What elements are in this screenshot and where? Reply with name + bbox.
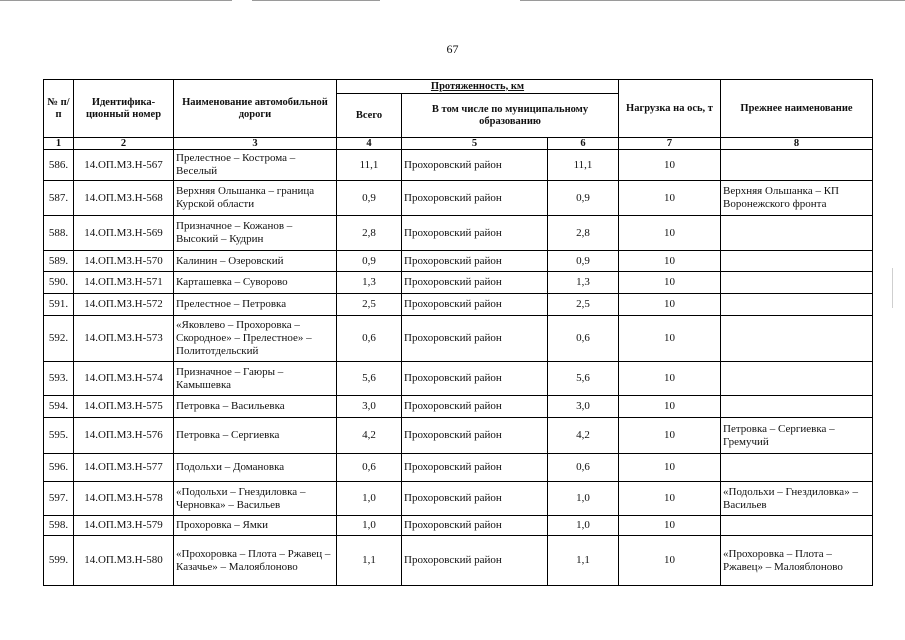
row-district-length: 1,1 [548,536,619,586]
row-district-length: 1,0 [548,482,619,516]
row-district: Прохоровский район [402,482,548,516]
column-number: 3 [174,138,337,150]
row-district: Прохоровский район [402,251,548,272]
row-number: 598. [44,516,74,536]
row-previous-name [721,150,873,181]
column-number: 4 [337,138,402,150]
header-total: Всего [337,94,402,138]
row-district: Прохоровский район [402,536,548,586]
row-district-length: 3,0 [548,396,619,418]
header-identifier: Идентифика-ционный номер [74,80,174,138]
row-district: Прохоровский район [402,396,548,418]
column-number: 7 [619,138,721,150]
table-row [44,272,873,294]
table-row [44,418,873,454]
row-axle-load: 10 [619,181,721,216]
row-district: Прохоровский район [402,294,548,316]
column-number: 8 [721,138,873,150]
table-row [44,362,873,396]
row-identifier: 14.ОП.МЗ.Н-572 [74,294,174,316]
row-district: Прохоровский район [402,316,548,362]
row-identifier: 14.ОП.МЗ.Н-575 [74,396,174,418]
top-scan-rule-right [520,0,905,1]
row-number: 590. [44,272,74,294]
header-length-group-label: Протяженность, км [430,80,525,92]
row-axle-load: 10 [619,216,721,251]
row-district-length: 1,0 [548,516,619,536]
row-road-name: Прелестное – Петровка [174,294,337,316]
row-road-name: Петровка – Сергиевка [174,418,337,454]
row-district: Прохоровский район [402,216,548,251]
header-axle-load: Нагрузка на ось, т [619,80,721,138]
row-identifier: 14.ОП.МЗ.Н-569 [74,216,174,251]
row-road-name: Калинин – Озеровский [174,251,337,272]
row-previous-name: «Подольхи – Гнездиловка» – Васильев [721,482,873,516]
row-previous-name [721,516,873,536]
row-district-length: 0,9 [548,251,619,272]
top-scan-rule-left [0,0,232,1]
row-axle-load: 10 [619,294,721,316]
row-road-name: Призначное – Гаюры – Камышевка [174,362,337,396]
row-total-length: 11,1 [337,150,402,181]
table-row [44,216,873,251]
row-number: 597. [44,482,74,516]
row-district-length: 2,5 [548,294,619,316]
row-road-name: Призначное – Кожанов – Высокий – Кудрин [174,216,337,251]
row-previous-name [721,251,873,272]
row-road-name: Подольхи – Домановка [174,454,337,482]
row-previous-name [721,362,873,396]
row-previous-name [721,454,873,482]
row-identifier: 14.ОП.МЗ.Н-577 [74,454,174,482]
row-number: 594. [44,396,74,418]
row-total-length: 2,8 [337,216,402,251]
row-district-length: 4,2 [548,418,619,454]
row-axle-load: 10 [619,454,721,482]
row-number: 588. [44,216,74,251]
row-previous-name [721,294,873,316]
row-number: 599. [44,536,74,586]
row-district: Прохоровский район [402,418,548,454]
row-number: 586. [44,150,74,181]
header-road-name: Наименование автомобильной дороги [174,80,337,138]
row-axle-load: 10 [619,516,721,536]
top-scan-rule-middle [252,0,380,1]
row-previous-name [721,316,873,362]
roads-table [43,79,873,586]
column-number-row [44,138,873,150]
row-axle-load: 10 [619,536,721,586]
row-identifier: 14.ОП.МЗ.Н-578 [74,482,174,516]
row-axle-load: 10 [619,272,721,294]
table-row [44,181,873,216]
row-previous-name: Верхняя Ольшанка – КП Воронежского фронта [721,181,873,216]
row-axle-load: 10 [619,418,721,454]
row-district-length: 2,8 [548,216,619,251]
column-number: 1 [44,138,74,150]
row-district-length: 1,3 [548,272,619,294]
column-number: 5 [402,138,548,150]
row-district: Прохоровский район [402,516,548,536]
row-total-length: 0,6 [337,454,402,482]
row-axle-load: 10 [619,482,721,516]
row-axle-load: 10 [619,396,721,418]
row-axle-load: 10 [619,251,721,272]
row-number: 596. [44,454,74,482]
row-district-length: 0,6 [548,316,619,362]
row-district-length: 11,1 [548,150,619,181]
row-road-name: Верхняя Ольшанка – граница Курской области [174,181,337,216]
row-total-length: 0,9 [337,251,402,272]
page-number: 67 [446,42,459,56]
row-district-length: 0,9 [548,181,619,216]
row-previous-name [721,216,873,251]
table-row [44,482,873,516]
row-road-name: «Прохоровка – Плота – Ржавец – Казачье» – Малояблоново [174,536,337,586]
row-identifier: 14.ОП.МЗ.Н-579 [74,516,174,536]
row-district: Прохоровский район [402,362,548,396]
row-district: Прохоровский район [402,272,548,294]
row-identifier: 14.ОП.МЗ.Н-576 [74,418,174,454]
row-district-length: 0,6 [548,454,619,482]
column-number: 2 [74,138,174,150]
row-district: Прохоровский район [402,454,548,482]
row-number: 595. [44,418,74,454]
row-district-length: 5,6 [548,362,619,396]
table-row [44,396,873,418]
row-identifier: 14.ОП.МЗ.Н-570 [74,251,174,272]
row-road-name: Карташевка – Суворово [174,272,337,294]
row-axle-load: 10 [619,362,721,396]
row-previous-name [721,272,873,294]
row-previous-name: Петровка – Сергиевка – Гремучий [721,418,873,454]
header-by-municipality: В том числе по муниципальному образованию [402,94,619,138]
row-road-name: Прохоровка – Ямки [174,516,337,536]
row-number: 593. [44,362,74,396]
row-total-length: 2,5 [337,294,402,316]
header-number: № п/п [44,80,74,138]
row-total-length: 1,0 [337,516,402,536]
row-number: 587. [44,181,74,216]
row-total-length: 1,3 [337,272,402,294]
table-row [44,516,873,536]
table-row [44,454,873,482]
table-row [44,536,873,586]
row-total-length: 3,0 [337,396,402,418]
row-number: 592. [44,316,74,362]
row-road-name: Прелестное – Кострома – Веселый [174,150,337,181]
row-district: Прохоровский район [402,150,548,181]
row-identifier: 14.ОП.МЗ.Н-571 [74,272,174,294]
row-road-name: «Подольхи – Гнездиловка – Черновка» – Васильев [174,482,337,516]
row-total-length: 0,9 [337,181,402,216]
row-previous-name [721,396,873,418]
row-road-name: «Яковлево – Прохоровка – Скородное» – Прелестное» – Политотдельский [174,316,337,362]
row-identifier: 14.ОП.МЗ.Н-580 [74,536,174,586]
row-number: 591. [44,294,74,316]
header-length-group [337,80,619,94]
column-number: 6 [548,138,619,150]
row-total-length: 5,6 [337,362,402,396]
header-previous-name: Прежнее наименование [721,80,873,138]
table-row [44,294,873,316]
row-total-length: 4,2 [337,418,402,454]
table-row [44,150,873,181]
row-identifier: 14.ОП.МЗ.Н-573 [74,316,174,362]
row-previous-name: «Прохоровка – Плота – Ржавец» – Малояблоново [721,536,873,586]
row-total-length: 1,0 [337,482,402,516]
row-district: Прохоровский район [402,181,548,216]
row-identifier: 14.ОП.МЗ.Н-568 [74,181,174,216]
row-total-length: 1,1 [337,536,402,586]
table-row [44,316,873,362]
scan-side-mark [892,268,893,308]
row-axle-load: 10 [619,316,721,362]
row-road-name: Петровка – Васильевка [174,396,337,418]
table-row [44,251,873,272]
row-number: 589. [44,251,74,272]
row-axle-load: 10 [619,150,721,181]
row-total-length: 0,6 [337,316,402,362]
row-identifier: 14.ОП.МЗ.Н-567 [74,150,174,181]
row-identifier: 14.ОП.МЗ.Н-574 [74,362,174,396]
